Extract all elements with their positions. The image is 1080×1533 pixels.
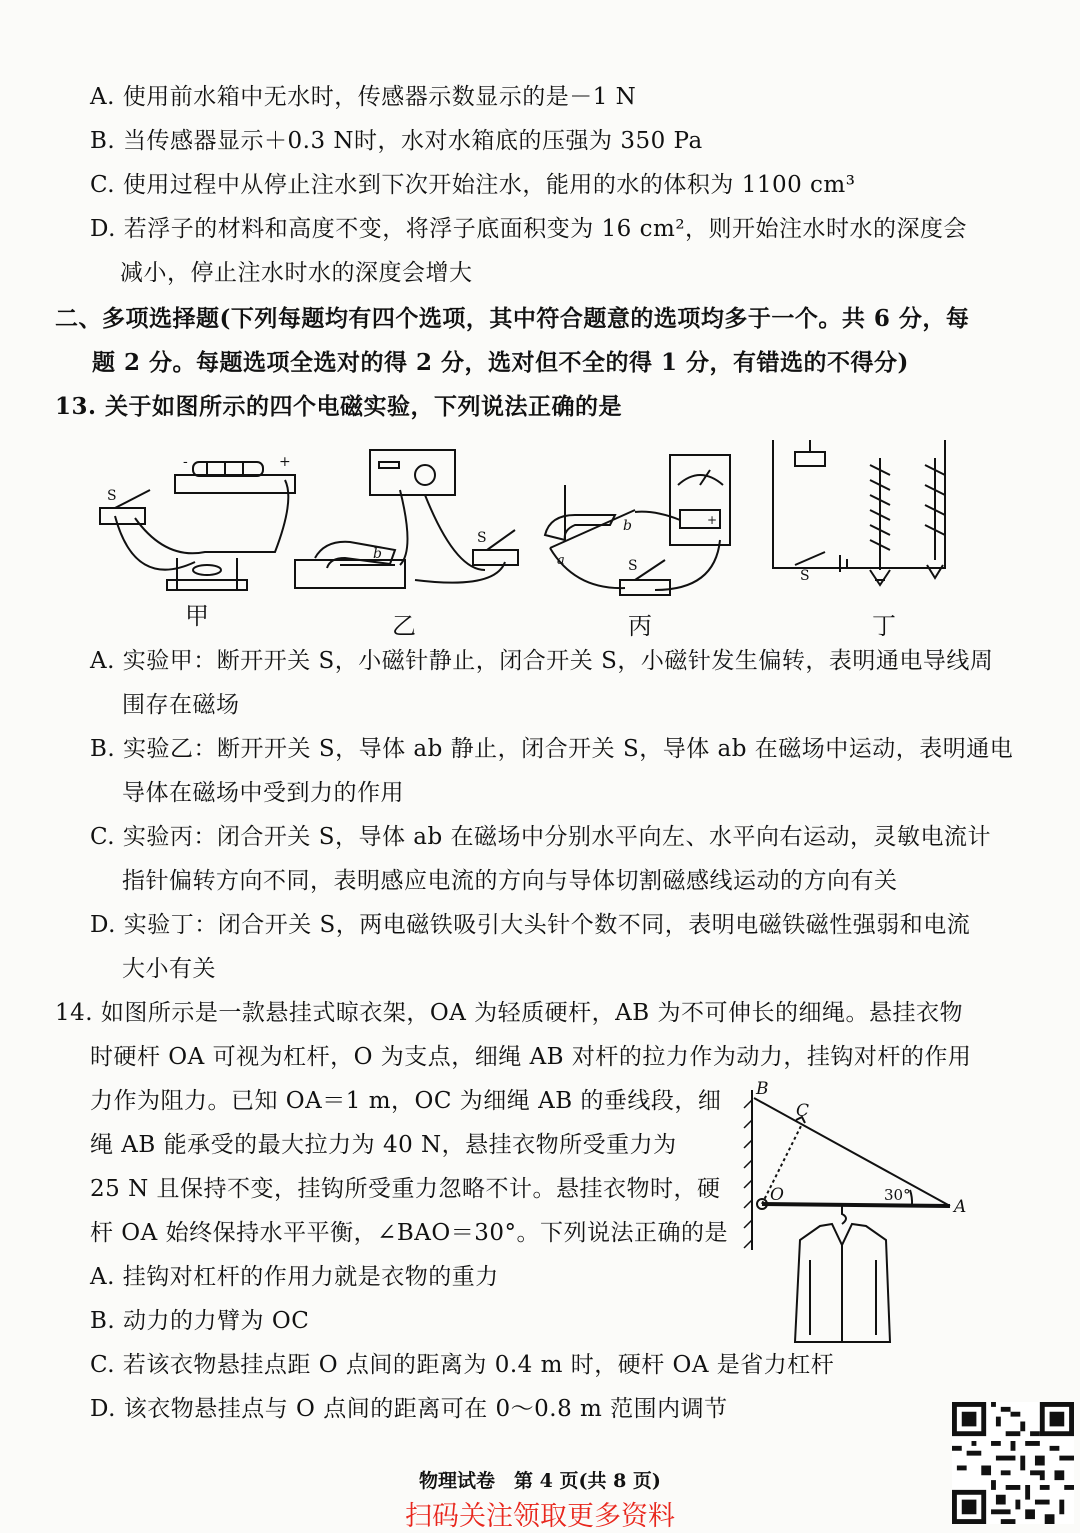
angle-label: 30°	[884, 1186, 911, 1204]
figure-bing	[545, 455, 730, 595]
yi-switch-base	[473, 550, 518, 565]
bing-label-a: a	[557, 553, 565, 568]
point-a-label: A	[954, 1197, 967, 1217]
q12-option-c: C. 使用过程中从停止注水到下次开始注水，能用的水的体积为 1100 cm³	[90, 172, 856, 198]
yi-switch-label: S	[477, 530, 487, 546]
jia-switch-label: S	[107, 488, 117, 504]
ding-electromagnet-right	[925, 458, 945, 560]
section-2-heading-cont: 题 2 分。每题选项全选对的得 2 分，选对但不全的得 1 分，有错选的不得分)	[92, 349, 909, 376]
q13-figures	[95, 440, 975, 640]
q12-option-b: B. 当传感器显示＋0.3 N时，水对水箱底的压强为 350 Pa	[90, 128, 703, 154]
ding-electromagnet-left	[870, 458, 890, 570]
q14-stem-line2: 时硬杆 OA 可视为杠杆，O 为支点，细绳 AB 对杆的拉力作为动力，挂钩对杆的作用	[90, 1044, 972, 1070]
jia-switch-lever	[115, 490, 150, 508]
point-b-label: B	[756, 1080, 769, 1099]
bing-label-b: b	[623, 518, 632, 534]
yi-switch-lever	[487, 530, 515, 550]
figure-yi	[295, 450, 518, 588]
q13-option-a-line2: 围存在磁场	[122, 692, 240, 718]
q13-stem: 13. 关于如图所示的四个电磁实验，下列说法正确的是	[55, 393, 623, 420]
figure-jia	[100, 454, 295, 590]
page-footer: 物理试卷 第 4 页(共 8 页)	[419, 1470, 661, 1492]
bing-switch-label: S	[628, 558, 638, 574]
q14-option-b: B. 动力的力臂为 OC	[90, 1308, 310, 1334]
jia-compass-stand	[167, 580, 247, 590]
jia-wire-board	[175, 475, 295, 493]
jia-plus-label: +	[279, 454, 291, 470]
promo-text: 扫码关注领取更多资料	[405, 1501, 675, 1532]
q13-option-d-line2: 大小有关	[122, 956, 216, 982]
q14-option-c: C. 若该衣物悬挂点距 O 点间的距离为 0.4 m 时，硬杆 OA 是省力杠杆	[90, 1352, 835, 1378]
section-2-heading: 二、多项选择题(下列每题均有四个选项，其中符合题意的选项均多于一个。共 6 分，每	[55, 305, 970, 332]
q14-hanger-figure	[740, 1080, 980, 1345]
q14-stem-line3: 力作为阻力。已知 OA＝1 m，OC 为细绳 AB 的垂线段，细	[90, 1088, 722, 1114]
point-o-label: O	[770, 1185, 784, 1205]
ding-pins-left	[870, 570, 890, 585]
jia-compass-needle	[193, 565, 221, 575]
bing-galvanometer	[670, 455, 730, 545]
q12-option-d-line2: 减小，停止注水时水的深度会增大	[120, 260, 473, 286]
ding-switch-label: S	[800, 568, 810, 584]
yi-label-b: b	[373, 546, 382, 562]
qr-code[interactable]	[952, 1402, 1074, 1524]
q13-option-b-line1: B. 实验乙：断开开关 S，导体 ab 静止，闭合开关 S，导体 ab 在磁场中运动，表明通电	[90, 736, 1014, 762]
q14-stem-line5: 25 N 且保持不变，挂钩所受重力忽略不计。悬挂衣物时，硬	[90, 1176, 721, 1202]
q13-option-d-line1: D. 实验丁：闭合开关 S，两电磁铁吸引大头针个数不同，表明电磁铁磁性强弱和电流	[90, 912, 971, 938]
q13-option-c-line1: C. 实验丙：闭合开关 S，导体 ab 在磁场中分别水平向左、水平向右运动，灵敏电流计	[90, 824, 992, 850]
q14-stem-line1: 14. 如图所示是一款悬挂式晾衣架，OA 为轻质硬杆，AB 为不可伸长的细绳。悬挂衣物	[55, 1000, 963, 1026]
ding-pins-right	[927, 565, 943, 578]
jia-battery	[193, 462, 263, 476]
caption-jia: 甲	[185, 602, 209, 630]
bing-switch-base	[620, 580, 670, 595]
caption-ding: 丁	[872, 612, 896, 640]
q13-option-b-line2: 导体在磁场中受到力的作用	[122, 780, 404, 806]
bing-u-magnet	[545, 515, 615, 540]
jia-minus-label: -	[183, 454, 188, 470]
q14-option-d: D. 该衣物悬挂点与 O 点间的距离可在 0～0.8 m 范围内调节	[90, 1396, 728, 1422]
bing-switch-lever	[635, 560, 665, 580]
q12-option-d-line1: D. 若浮子的材料和高度不变，将浮子底面积变为 16 cm²，则开始注水时水的深度会	[90, 216, 968, 242]
q14-stem-line4: 绳 AB 能承受的最大拉力为 40 N，悬挂衣物所受重力为	[90, 1132, 677, 1158]
bing-plus-label: +	[707, 513, 718, 527]
point-c-label: C	[796, 1101, 810, 1121]
ding-circuit-loop	[773, 440, 945, 568]
q14-option-a: A. 挂钩对杠杆的作用力就是衣物的重力	[90, 1264, 499, 1290]
q12-option-a: A. 使用前水箱中无水时，传感器示数显示的是－1 N	[90, 84, 637, 110]
rod-oa	[762, 1204, 950, 1206]
ding-switch	[795, 552, 825, 565]
q14-stem-line6: 杆 OA 始终保持水平平衡，∠BAO＝30°。下列说法正确的是	[90, 1220, 728, 1246]
hook	[842, 1206, 846, 1224]
figure-ding	[773, 440, 945, 585]
caption-bing: 丙	[628, 612, 652, 640]
ding-rheostat	[795, 452, 825, 466]
caption-yi: 乙	[392, 612, 416, 640]
yi-power-supply	[370, 450, 455, 495]
q13-option-a-line1: A. 实验甲：断开开关 S，小磁针静止，闭合开关 S，小磁针发生偏转，表明通电导线周	[90, 648, 994, 674]
q13-option-c-line2: 指针偏转方向不同，表明感应电流的方向与导体切割磁感线运动的方向有关	[122, 868, 898, 894]
